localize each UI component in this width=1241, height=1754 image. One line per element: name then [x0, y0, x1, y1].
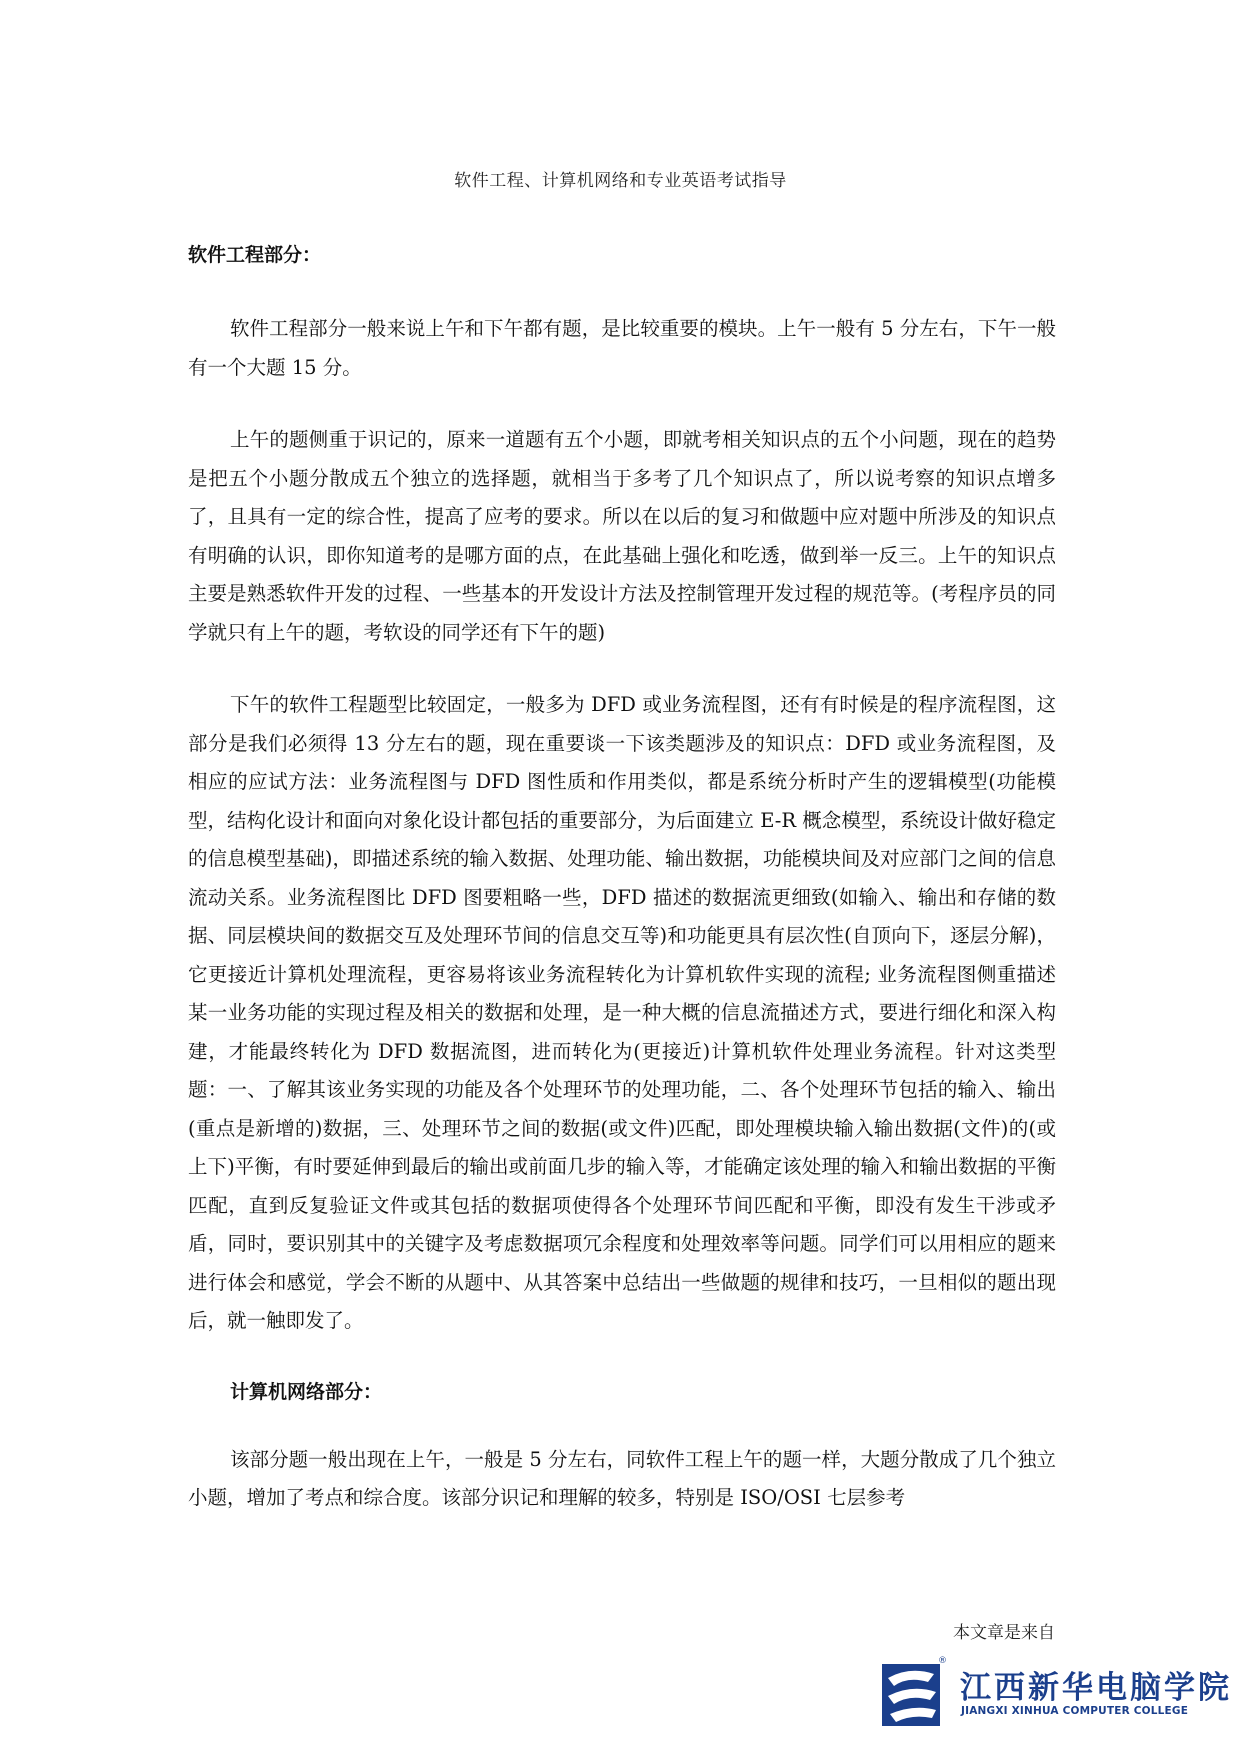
- paragraph-se-afternoon: 下午的软件工程题型比较固定，一般多为 DFD 或业务流程图，还有有时候是的程序流程图，这部分是我们必须得 13 分左右的题，现在重要谈一下该类题涉及的知识点：DFD 或业务流程图，及相应的应试方法：业务流程图与 DFD 图性质和作用类似，都是系统分析时产生的逻辑模型(功能模型，结构化设计和面向对象化设计都包括的重要部分，为后面建立 E-R 概念模型，系统设计做好稳定的信息模型基础)，即描述系统的输入数据、处理功能、输出数据，功能模块间及对应部门之间的信息流动关系。业务流程图比 DFD 图要粗略一些，DFD 描述的数据流更细致(如输入、输出和存储的数据、同层模块间的数据交互及处理环节间的信息交互等)和功能更具有层次性(自顶向下，逐层分解)，它更接近计算机处理流程，更容易将该业务流程转化为计算机软件实现的流程; 业务流程图侧重描述某一业务功能的实现过程及相关的数据和处理，是一种大概的信息流描述方式，要进行细化和深入构建，才能最终转化为 DFD 数据流图，进而转化为(更接近)计算机软件处理业务流程。针对这类型题：一、了解其该业务实现的功能及各个处理环节的处理功能，二、各个处理环节包括的输入、输出(重点是新增的)数据，三、处理环节之间的数据(或文件)匹配，即处理模块输入输出数据(文件)的(或上下)平衡，有时要延伸到最后的输出或前面几步的输入等，才能确定该处理的输入和输出数据的平衡匹配，直到反复验证文件或其包括的数据项使得各个处理环节间匹配和平衡，即没有发生干涉或矛盾，同时，要识别其中的关键字及考虑数据项冗余程度和处理效率等问题。同学们可以用相应的题来进行体会和感觉，学会不断的从题中、从其答案中总结出一些做题的规律和技巧，一旦相似的题出现后，就一触即发了。: [188, 693, 1056, 1332]
- college-logo: [880, 1656, 1232, 1730]
- paragraph-se-morning: 上午的题侧重于识记的，原来一道题有五个小题，即就考相关知识点的五个小问题，现在的趋势是把五个小题分散成五个独立的选择题，就相当于多考了几个知识点了，所以说考察的知识点增多了，且具有一定的综合性，提高了应考的要求。所以在以后的复习和做题中应对题中所涉及的知识点有明确的认识，即你知道考的是哪方面的点，在此基础上强化和吃透，做到举一反三。上午的知识点主要是熟悉软件开发的过程、一些基本的开发设计方法及控制管理开发过程的规范等。(考程序员的同学就只有上午的题，考软设的同学还有下午的题): [188, 428, 1056, 644]
- source-note: 本文章是来自: [953, 1623, 1055, 1643]
- registered-mark: ®: [938, 1656, 947, 1666]
- college-name-en: JIANGXI XINHUA COMPUTER COLLEGE: [961, 1705, 1189, 1717]
- college-name-cn: 江西新华电脑学院: [960, 1670, 1232, 1706]
- paragraph-network-intro: 该部分题一般出现在上午，一般是 5 分左右，同软件工程上午的题一样，大题分散成了几个独立小题，增加了考点和综合度。该部分识记和理解的较多，特别是 ISO/OSI 七层参考: [188, 1447, 1056, 1509]
- college-logo-mark-icon: [880, 1658, 946, 1730]
- section-heading-computer-network: 计算机网络部分：: [230, 1380, 383, 1403]
- document-body: [188, 240, 1056, 1549]
- section-heading-software-engineering: 软件工程部分：: [188, 244, 322, 266]
- paragraph-se-intro: 软件工程部分一般来说上午和下午都有题，是比较重要的模块。上午一般有 5 分左右，下午一般有一个大题 15 分。: [188, 317, 1056, 379]
- document-title: 软件工程、计算机网络和专业英语考试指导: [454, 171, 787, 191]
